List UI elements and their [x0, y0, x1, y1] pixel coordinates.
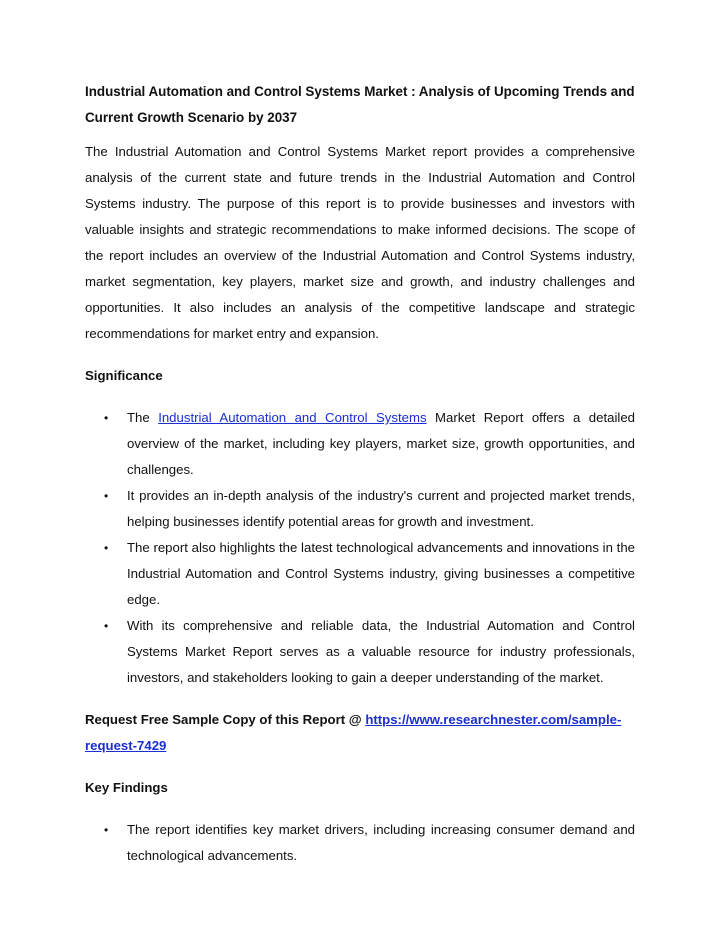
significance-list — [85, 405, 635, 691]
list-item — [85, 405, 635, 483]
list-item — [85, 535, 635, 613]
bullet-text-suffix: Market Report offers a detailed overview of the market, including key players, market size, growth opportunities, and challenges. — [127, 410, 636, 477]
sample-request-link[interactable]: https://www.researchnester.com/sample-request-7429 — [85, 712, 622, 753]
list-item — [85, 613, 635, 691]
bullet-text: It provides an in-depth analysis of the industry's current and projected market trends, helping businesses identify potential areas for growth and investment. — [127, 488, 635, 529]
bullet-text: The report identifies key market drivers, including increasing consumer demand and technological advancements. — [127, 822, 635, 863]
bullet-text: With its comprehensive and reliable data, the Industrial Automation and Control Systems Market Report serves as a valuable resource for industry professionals, investors, and stakeholders looking to gain a deeper understanding of the market. — [127, 618, 635, 685]
document-page — [85, 79, 635, 885]
bullet-text-prefix: The — [127, 410, 159, 425]
request-label: Request Free Sample Copy of this Report @ — [85, 712, 366, 727]
document-title: Industrial Automation and Control Systems Market : Analysis of Upcoming Trends and Current Growth Scenario by 2037 — [85, 84, 635, 125]
bullet-icon: • — [104, 823, 109, 837]
intro-paragraph: The Industrial Automation and Control Systems Market report provides a comprehensive analysis of the current state and future trends in the Industrial Automation and Control Systems industry. The purpose of this report is to provide businesses and investors with valuable insights and strategic recommendations to make informed decisions. The scope of the report includes an overview of the Industrial Automation and Control Systems industry, market segmentation, key players, market size and growth, and industry challenges and opportunities. It also includes an analysis of the competitive landscape and strategic recommendations for market entry and expansion. — [85, 144, 635, 341]
bullet-icon: • — [104, 541, 109, 555]
bullet-icon: • — [104, 489, 109, 503]
key-findings-list — [85, 817, 635, 869]
bullet-text: The report also highlights the latest technological advancements and innovations in the Industrial Automation and Control Systems industry, giving businesses a competitive edge. — [127, 540, 635, 607]
industrial-automation-link[interactable]: Industrial Automation and Control Systems — [158, 410, 427, 425]
list-item — [85, 483, 635, 535]
bullet-icon: • — [104, 619, 109, 633]
list-item — [85, 817, 635, 869]
key-findings-heading: Key Findings — [85, 780, 168, 795]
bullet-icon: • — [104, 411, 109, 425]
request-sample-line — [85, 707, 635, 759]
significance-heading: Significance — [85, 368, 163, 383]
